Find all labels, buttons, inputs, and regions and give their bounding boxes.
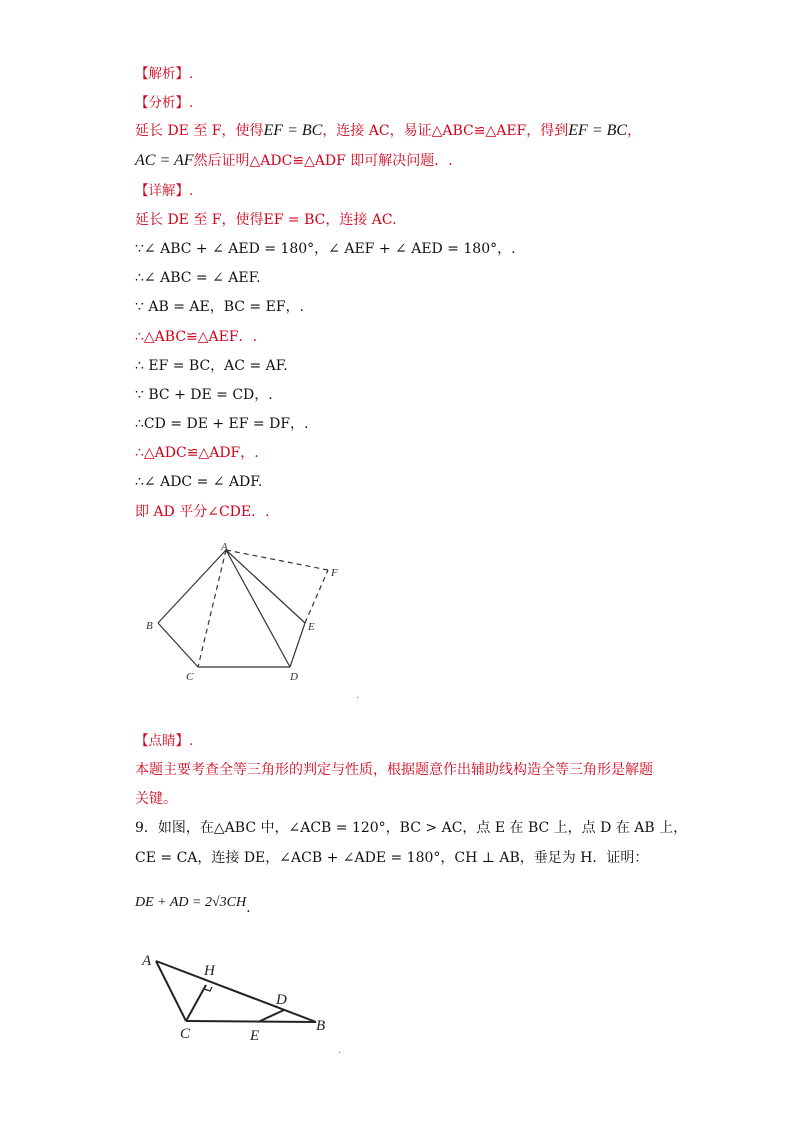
proof-step-7: ∵ BC + DE = CD，. <box>135 387 273 403</box>
segment-ea <box>226 550 305 623</box>
header-fenxi: 【分析】. <box>135 95 194 111</box>
segment-af-dashed <box>226 550 328 570</box>
problem-9-line-3 <box>135 892 251 916</box>
label-e: E <box>308 621 315 633</box>
label-c-2: C <box>180 1026 191 1042</box>
header-jiexi: 【解析】. <box>135 66 194 82</box>
fenxi-line-2-math: AC = AF <box>135 152 194 169</box>
proof-step-3: ∴∠ ABC = ∠ AEF. <box>135 270 261 286</box>
proof-step-4: ∵ AB = AE，BC = EF，. <box>135 299 304 315</box>
label-a-2: A <box>142 953 152 969</box>
segment-ab <box>158 550 226 623</box>
dianjing-line-1: 本题主要考查全等三角形的判定与性质，根据题意作出辅助线构造全等三角形是解题 <box>135 762 653 778</box>
proof-step-9: ∴△ADC≌△ADF，. <box>135 445 259 461</box>
segment-ab-main <box>156 961 316 1022</box>
label-e-2: E <box>250 1028 260 1044</box>
label-d-2: D <box>276 992 287 1008</box>
problem-9-formula: DE + AD = 2√3CH <box>135 895 247 910</box>
fenxi-line-2 <box>135 151 453 171</box>
segment-ad <box>226 550 290 667</box>
label-f: F <box>331 567 338 579</box>
proof-step-1: 延长 DE 至 F，使得EF = BC，连接 AC. <box>135 212 397 228</box>
figure-1-trailing-dot: . <box>356 690 360 701</box>
label-c: C <box>186 671 194 683</box>
segment-ch <box>186 985 206 1021</box>
label-a: A <box>221 541 228 553</box>
segment-bc <box>158 623 198 667</box>
fenxi-line-1-text-c: ， <box>627 123 642 139</box>
proof-step-11: 即 AD 平分∠CDE．. <box>135 504 270 520</box>
fenxi-line-2-text: 然后证明△ADC≌△ADF 即可解决问题．. <box>193 153 453 169</box>
label-b: B <box>146 620 153 632</box>
fenxi-line-1-math-2: EF = BC <box>568 122 628 139</box>
proof-step-10: ∴∠ ADC = ∠ ADF. <box>135 474 263 490</box>
label-b-2: B <box>316 1018 326 1034</box>
header-xiangjie: 【详解】. <box>135 183 194 199</box>
segment-cb-main <box>186 1021 316 1022</box>
problem-9-line-2: CE = CA，连接 DE，∠ACB + ∠ADE = 180°，CH ⊥ AB，垂足为 H．证明： <box>135 850 649 866</box>
problem-9-trailing-dot: . <box>246 900 251 916</box>
dianjing-line-2: 关键。 <box>135 791 177 807</box>
header-dianjing: 【点睛】. <box>135 733 194 749</box>
fenxi-line-1-math-1: EF = BC <box>263 122 323 139</box>
figure-pentagon <box>140 540 370 710</box>
segment-ed <box>258 1010 284 1022</box>
proof-step-2: ∵∠ ABC + ∠ AED = 180°，∠ AEF + ∠ AED = 180°，. <box>135 241 516 257</box>
fenxi-line-1-text-a: 延长 DE 至 F，使得 <box>135 123 264 139</box>
segment-de <box>290 623 305 667</box>
proof-step-5: ∴△ABC≌△AEF．. <box>135 329 258 345</box>
proof-step-6: ∴ EF = BC，AC = AF. <box>135 358 288 374</box>
segment-ef-dashed <box>305 570 328 623</box>
problem-9-line-1: 9．如图，在△ABC 中，∠ACB = 120°，BC > AC，点 E 在 BC 上，点 D 在 AB 上， <box>135 820 688 836</box>
fenxi-line-1-text-b: ，连接 AC，易证△ABC≌△AEF，得到 <box>322 123 569 139</box>
figure-triangle <box>138 945 348 1045</box>
label-h: H <box>204 963 215 979</box>
proof-step-8: ∴CD = DE + EF = DF，. <box>135 416 309 432</box>
fenxi-line-1 <box>135 121 641 141</box>
figure-2-trailing-dot: . <box>338 1045 342 1056</box>
label-d: D <box>290 671 298 683</box>
segment-ac-dashed <box>198 550 226 667</box>
